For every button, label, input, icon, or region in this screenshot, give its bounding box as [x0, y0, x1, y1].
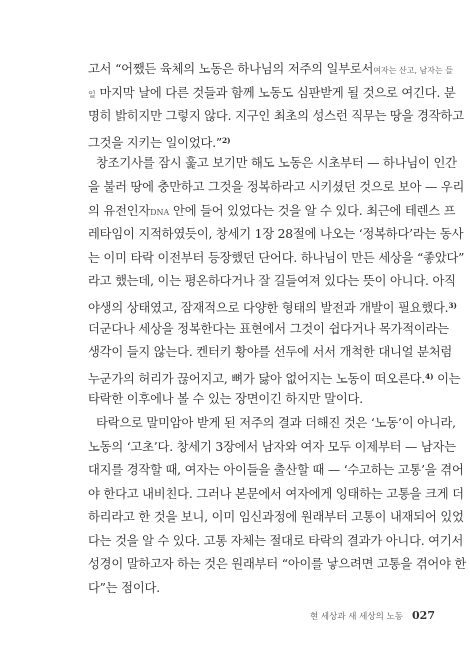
footnote-marker: 4)	[425, 371, 434, 381]
text-line: 창조기사를 잠시 훑고 보기만 해도 노동은 시초부터 — 하나님이 인간	[96, 156, 457, 171]
text-line: 라고 했는데, 이는 평온하다거나 잘 길들여져 있다는 뜻이 아니다. 아직	[88, 274, 456, 289]
body-text	[88, 58, 467, 601]
page-footer	[310, 607, 458, 621]
text-line: 성경이 말하고자 하는 것은 원래부터 “아이를 낳으려면 고통을 겪어야 한	[88, 557, 467, 572]
text-line: 야생의 상태였고, 잠재적으로 다양한 형태의 발전과 개발이 필요했다.$^{3)}$	[88, 300, 457, 315]
footnote-marker: 3)	[448, 300, 457, 310]
text-line: 의 유전인자DNA 안에 들어 있었다는 것을 알 수 있다. 최근에 테렌스 프	[88, 203, 456, 218]
text-line: 는 이미 타락 이전부터 등장했던 단어다. 하나님이 만든 세상을 “좋았다”	[88, 250, 465, 265]
text-line: 일 마지막 날에 다른 것들과 함께 노동도 심판받게 될 것으로 여긴다. 분	[88, 85, 456, 100]
text-line: 더군다나 세상을 정복한다는 표현에서 그것이 쉽다거나 목가적이라는	[88, 321, 449, 336]
text-line: 대지를 경작할 때, 여자는 아이들을 출산할 때 — ‘수고하는 고통’을 겪어	[88, 463, 464, 478]
inline-gloss: 여자는 산고, 남자는 들	[373, 66, 454, 75]
inline-gloss: DNA	[150, 207, 170, 217]
text-line: 다”는 점이다.	[88, 581, 160, 596]
footnote-marker: 2)	[222, 135, 231, 145]
text-line: 다는 것을 알 수 있다. 고통 자체는 절대로 타락의 결과가 아니다. 여기서	[88, 533, 464, 548]
page-number: 027	[412, 609, 435, 622]
text-line: 야 한다고 내비친다. 그러나 본문에서 여자에게 잉태하는 고통을 크게 더	[88, 486, 464, 501]
inline-gloss: 일	[88, 89, 96, 99]
text-line: 타락한 이후에나 볼 수 있는 장면이긴 하지만 말이다.	[88, 392, 363, 407]
text-line: 고서 “어쨌든 육체의 노동은 하나님의 저주의 일부로서여자는 산고, 남자는 들	[88, 62, 454, 76]
text-line: 타락으로 말미암아 받게 된 저주의 결과 더해진 것은 ‘노동’이 아니라,	[96, 415, 456, 430]
running-title: 현 세상과 새 세상의 노동	[310, 612, 403, 622]
text-line: 하리라고 한 것을 보니, 이미 임신과정에 원래부터 고통이 내재되어 있었	[88, 510, 464, 525]
text-line: 노동의 ‘고초’다. 창세기 3장에서 남자와 여자 모두 이제부터 — 남자는	[88, 439, 456, 454]
text-line: 레타임이 지적하였듯이, 창세기 1장 28절에 나오는 ‘정복하다’라는 동사	[88, 227, 464, 242]
text-line: 을 불러 땅에 충만하고 그것을 정복하라고 시키셨던 것으로 보아 — 우리	[88, 179, 465, 194]
text-line: 명히 밝히지만 그렇지 않다. 지구인 최초의 성스런 직무는 땅을 경작하고	[88, 109, 464, 124]
text-line: 그것을 지키는 일이었다.”$^{2)}$	[88, 135, 231, 150]
text-line: 누군가의 허리가 끊어지고, 뼈가 닳아 없어지는 노동이 떠오른다.$^{4)}$ 이는	[88, 371, 461, 386]
text-line: 생각이 들지 않는다. 켄터키 황야를 선두에 서서 개척한 대니얼 분처럼	[88, 345, 453, 360]
